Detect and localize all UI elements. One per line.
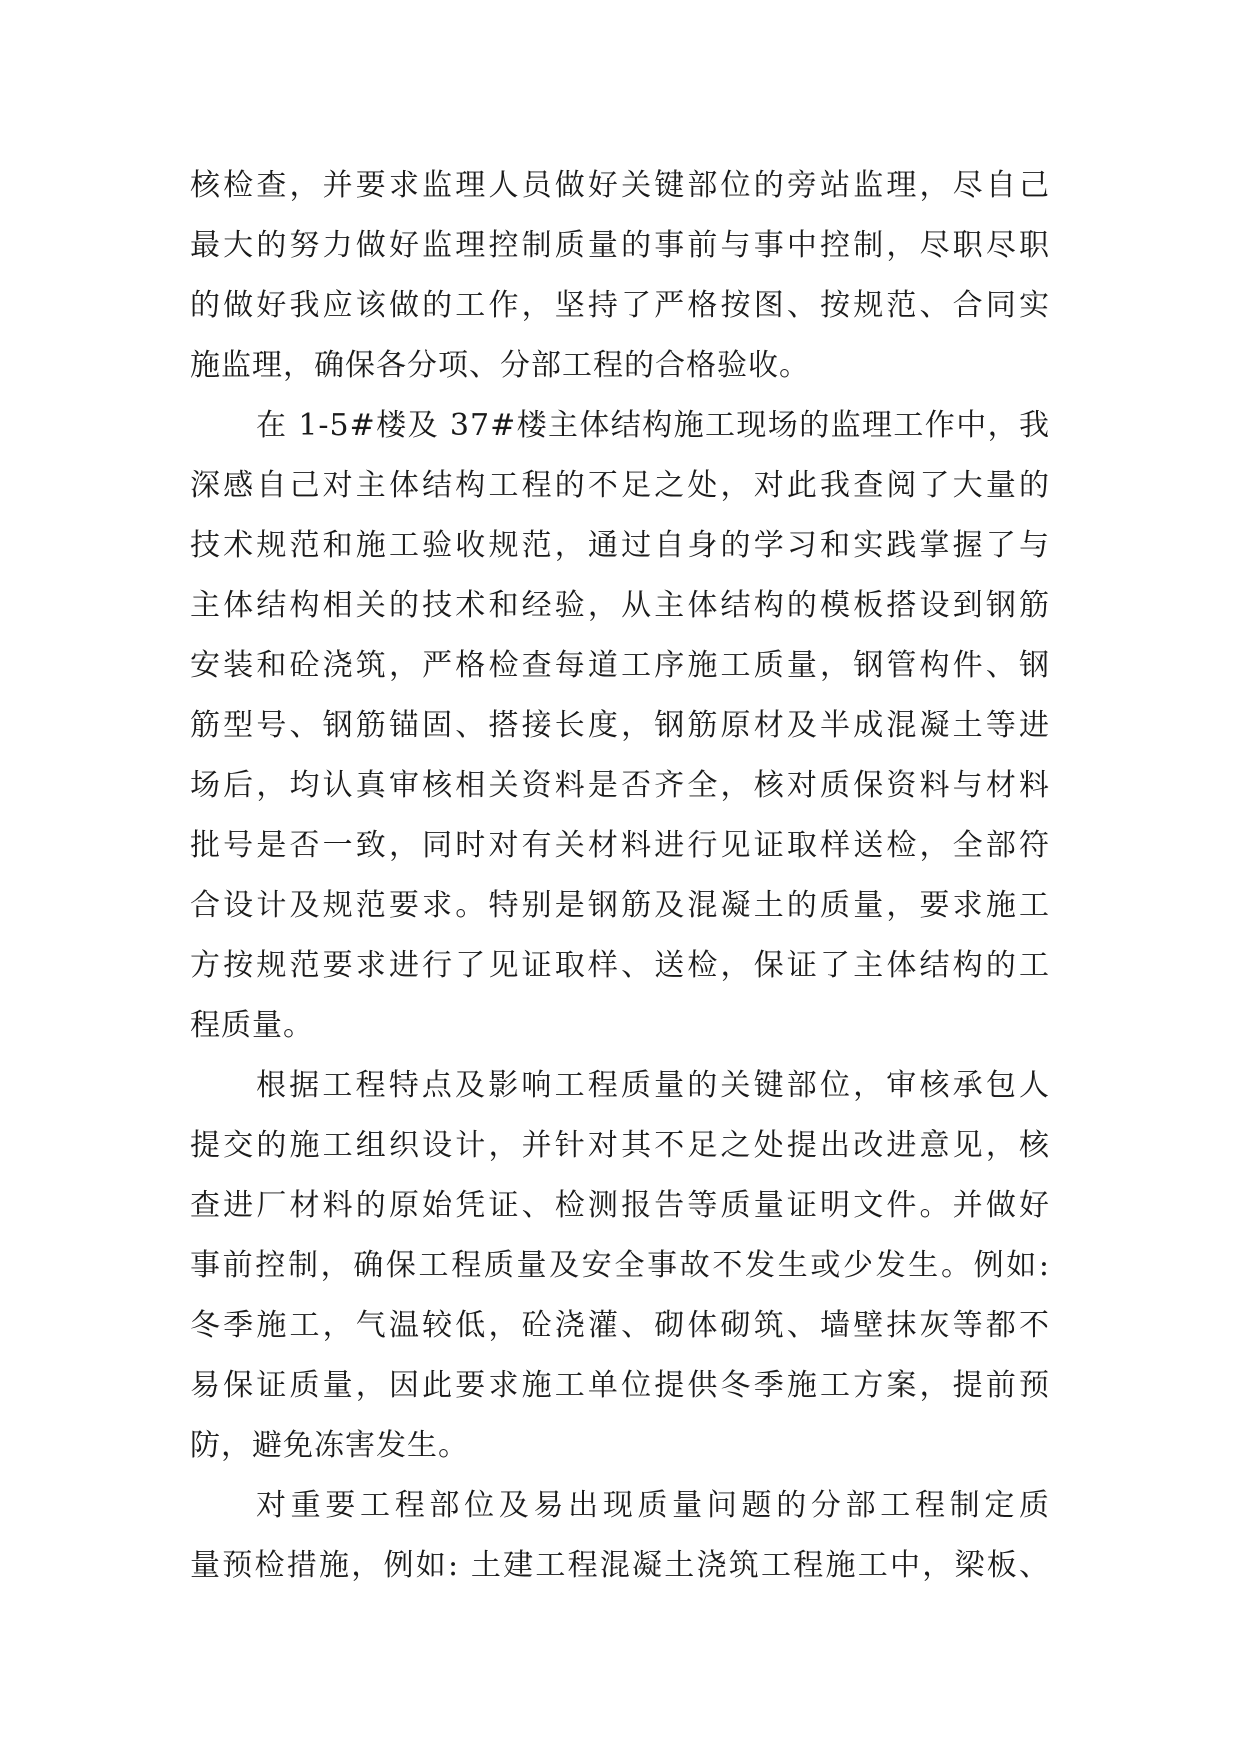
body-text: [190, 156, 1050, 1596]
text-line: 程质量。: [190, 1008, 314, 1043]
text-line: 事前控制，确保工程质量及安全事故不发生或少发生。例如:: [190, 1248, 1050, 1283]
text-line: 核检查，并要求监理人员做好关键部位的旁站监理，尽自己: [190, 168, 1050, 203]
paragraph: [190, 156, 1050, 396]
text-line: 场后，均认真审核相关资料是否齐全，核对质保资料与材料: [190, 768, 1050, 803]
text-line: 筋型号、钢筋锚固、搭接长度，钢筋原材及半成混凝土等进: [190, 708, 1050, 743]
text-line: 查进厂材料的原始凭证、检测报告等质量证明文件。并做好: [190, 1188, 1050, 1223]
text-line: 量预检措施，例如: 土建工程混凝土浇筑工程施工中，梁板、: [190, 1548, 1050, 1583]
text-line: 提交的施工组织设计，并针对其不足之处提出改进意见，核: [190, 1128, 1050, 1163]
text-line: 防，避免冻害发生。: [190, 1428, 469, 1463]
text-line: 根据工程特点及影响工程质量的关键部位，审核承包人: [256, 1068, 1050, 1103]
text-line: 安装和砼浇筑，严格检查每道工序施工质量，钢管构件、钢: [190, 648, 1050, 683]
text-line: 易保证质量，因此要求施工单位提供冬季施工方案，提前预: [190, 1368, 1050, 1403]
text-line: 的做好我应该做的工作，坚持了严格按图、按规范、合同实: [190, 288, 1050, 323]
text-line: 深感自己对主体结构工程的不足之处，对此我查阅了大量的: [190, 468, 1050, 503]
text-line: 技术规范和施工验收规范，通过自身的学习和实践掌握了与: [190, 528, 1050, 563]
text-line: 合设计及规范要求。特别是钢筋及混凝土的质量，要求施工: [190, 888, 1050, 923]
paragraph: [190, 396, 1050, 1056]
paragraph: [190, 1056, 1050, 1476]
text-line: 对重要工程部位及易出现质量问题的分部工程制定质: [256, 1488, 1050, 1523]
text-line: 冬季施工，气温较低，砼浇灌、砌体砌筑、墙壁抹灰等都不: [190, 1308, 1050, 1343]
text-line: 主体结构相关的技术和经验，从主体结构的模板搭设到钢筋: [190, 588, 1050, 623]
text-line: 方按规范要求进行了见证取样、送检，保证了主体结构的工: [190, 948, 1050, 983]
text-line: 施监理，确保各分项、分部工程的合格验收。: [190, 348, 810, 383]
paragraph: [190, 1476, 1050, 1596]
text-line: 最大的努力做好监理控制质量的事前与事中控制，尽职尽职: [190, 228, 1050, 263]
text-line: 批号是否一致，同时对有关材料进行见证取样送检，全部符: [190, 828, 1050, 863]
text-line: 在 1-5#楼及 37#楼主体结构施工现场的监理工作中，我: [256, 408, 1050, 443]
